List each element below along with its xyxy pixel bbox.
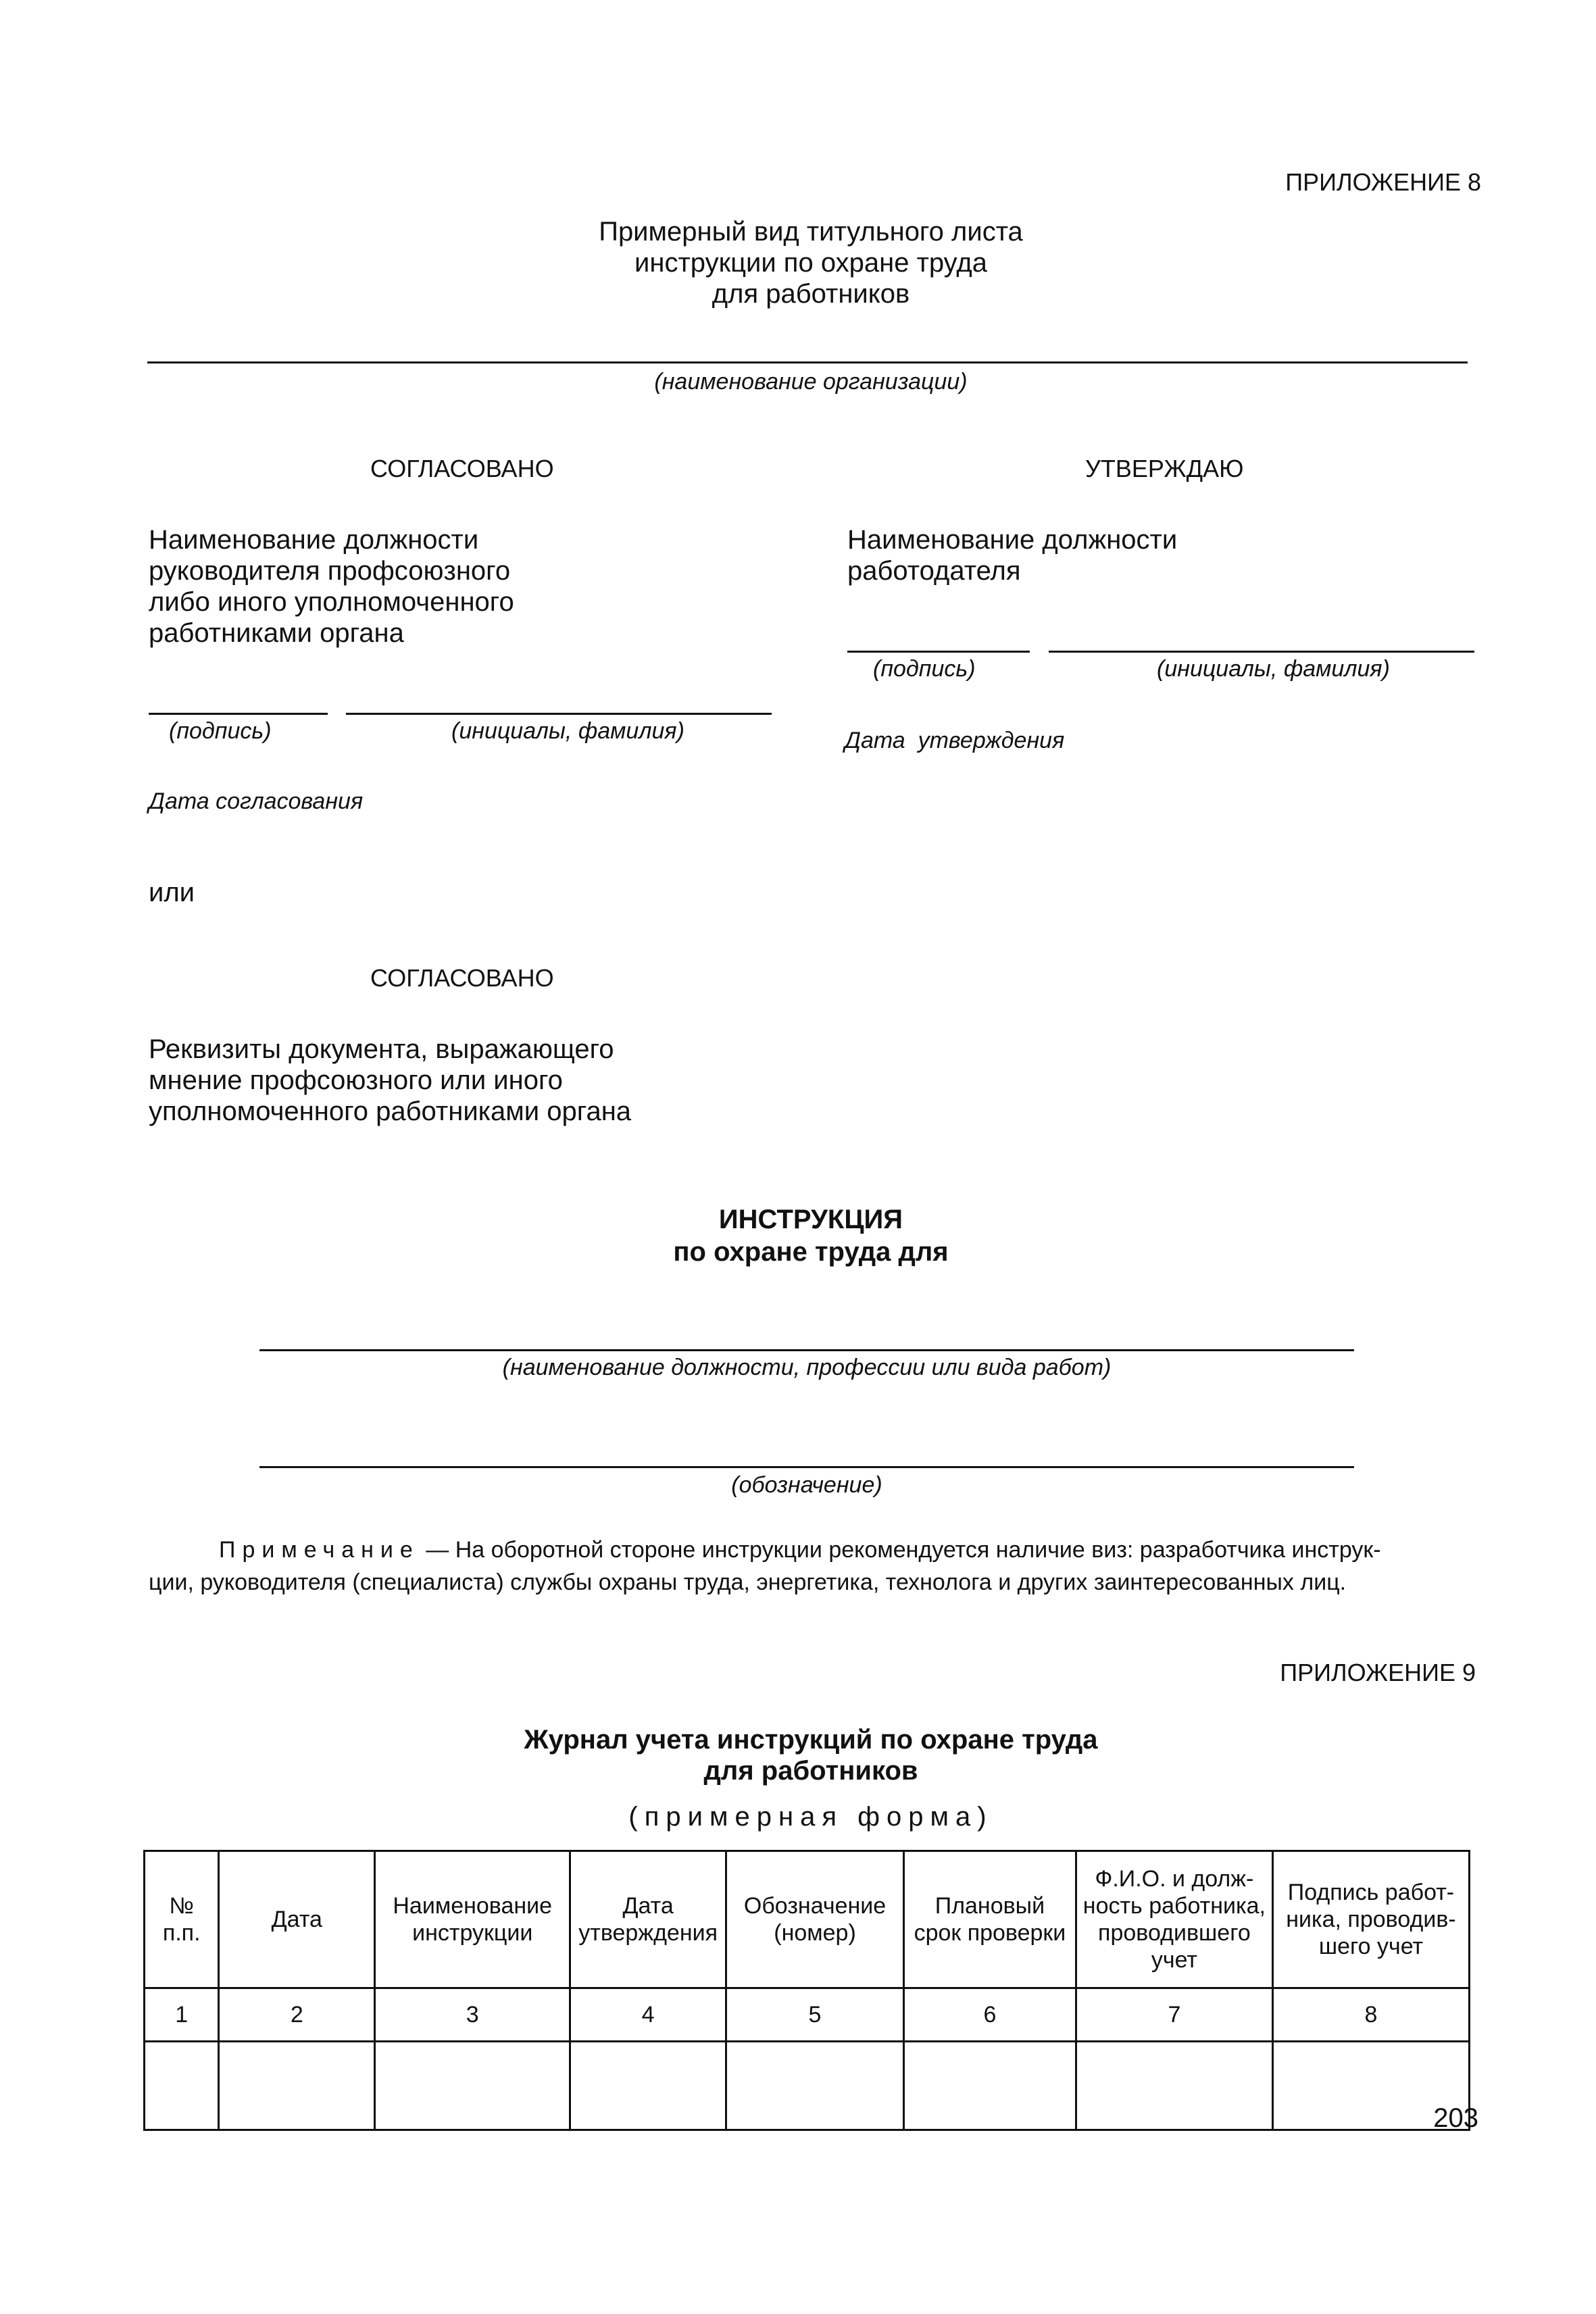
column-number: 2	[219, 1988, 375, 2042]
column-header-date: Дата	[219, 1851, 375, 1988]
position-line: работодателя	[847, 556, 1021, 586]
form-note: (примерная форма)	[628, 1802, 993, 1832]
agreed-signature-line	[149, 713, 328, 715]
journal-table	[143, 1850, 1470, 2131]
column-header-number: № п.п.	[145, 1851, 219, 1988]
alt-agreed-heading: СОГЛАСОВАНО	[370, 964, 554, 992]
column-number: 1	[145, 1988, 219, 2042]
instruction-subtitle: по охране труда для	[673, 1237, 949, 1267]
approve-position	[847, 524, 1177, 586]
empty-cell	[375, 2042, 570, 2130]
column-number: 6	[903, 1988, 1076, 2042]
position-line: Наименование должности	[847, 525, 1178, 555]
title-line: Примерный вид титульного листа	[599, 217, 1023, 247]
note-line-1	[219, 1536, 1381, 1563]
alt-line: уполномоченного работниками органа	[149, 1097, 632, 1126]
or-text: или	[149, 878, 195, 907]
title-line: для работников	[712, 279, 910, 309]
column-header-responsible-person: Ф.И.О. и долж- ность работника, проводившего учет	[1076, 1851, 1272, 1988]
approve-signature-caption: (подпись)	[873, 656, 976, 682]
table-header-row	[145, 1851, 1470, 1988]
column-header-instruction-name: Наименование инструкции	[375, 1851, 570, 1988]
empty-cell	[1076, 2042, 1272, 2130]
column-number: 4	[570, 1988, 726, 2042]
agreed-date-caption: Дата согласования	[149, 788, 364, 814]
empty-cell	[570, 2042, 726, 2130]
agreed-heading: СОГЛАСОВАНО	[370, 455, 554, 482]
table-row-column-numbers	[145, 1988, 1470, 2042]
empty-cell	[219, 2042, 375, 2130]
position-line: Наименование должности	[149, 525, 479, 555]
agreed-position	[149, 524, 514, 649]
alt-line: мнение профсоюзного или иного	[149, 1065, 563, 1095]
position-line: работниками органа	[149, 618, 404, 648]
agreed-name-line	[346, 713, 772, 715]
position-caption: (наименование должности, профессии или вида работ)	[502, 1355, 1112, 1380]
approve-name-caption: (инициалы, фамилия)	[1157, 656, 1390, 682]
title-line: инструкции по охране труда	[634, 248, 987, 278]
empty-cell	[145, 2042, 219, 2130]
column-header-signature: Подпись работ- ника, проводив- шего учет	[1272, 1851, 1469, 1988]
agreed-name-caption: (инициалы, фамилия)	[451, 718, 684, 744]
empty-cell	[726, 2042, 904, 2130]
column-number: 7	[1076, 1988, 1272, 2042]
appendix-8-label: ПРИЛОЖЕНИЕ 8	[1285, 168, 1481, 196]
appendix-9-label: ПРИЛОЖЕНИЕ 9	[1280, 1659, 1476, 1686]
approve-signature-line	[847, 651, 1030, 653]
appendix-8-title	[473, 216, 1149, 309]
column-header-approval-date: Дата утверждения	[570, 1851, 726, 1988]
note-text-1: — На оборотной стороне инструкции рекомендуется наличие виз: разработчика инструк-	[426, 1537, 1381, 1563]
organization-line	[147, 361, 1468, 363]
designation-caption: (обозначение)	[731, 1472, 882, 1498]
note-label: Примечание	[219, 1537, 420, 1563]
instruction-title: ИНСТРУКЦИЯ	[718, 1205, 903, 1234]
page-number: 203	[1433, 2103, 1478, 2133]
agreed-signature-caption: (подпись)	[169, 718, 272, 744]
column-header-designation: Обозначение (номер)	[726, 1851, 904, 1988]
column-number: 8	[1272, 1988, 1469, 2042]
column-number: 5	[726, 1988, 904, 2042]
alt-agreed-lines	[149, 1034, 631, 1127]
journal-title-line-2: для работников	[703, 1756, 918, 1786]
approve-heading: УТВЕРЖДАЮ	[1085, 455, 1244, 482]
organization-caption: (наименование организации)	[654, 369, 968, 395]
position-line-blank	[259, 1349, 1354, 1351]
approve-date-caption: Дата утверждения	[845, 728, 1065, 753]
note-text-2: ции, руководителя (специалиста) службы охраны труда, энергетика, технолога и других заинтересованных лиц.	[149, 1569, 1347, 1595]
column-header-review-term: Плановый срок проверки	[903, 1851, 1076, 1988]
alt-line: Реквизиты документа, выражающего	[149, 1034, 614, 1064]
table-row-empty	[145, 2042, 1470, 2130]
empty-cell	[903, 2042, 1076, 2130]
column-number: 3	[375, 1988, 570, 2042]
designation-line-blank	[259, 1466, 1354, 1468]
position-line: либо иного уполномоченного	[149, 587, 514, 617]
approve-name-line	[1049, 651, 1474, 653]
journal-title-line-1: Журнал учета инструкций по охране труда	[524, 1725, 1098, 1755]
position-line: руководителя профсоюзного	[149, 556, 511, 586]
